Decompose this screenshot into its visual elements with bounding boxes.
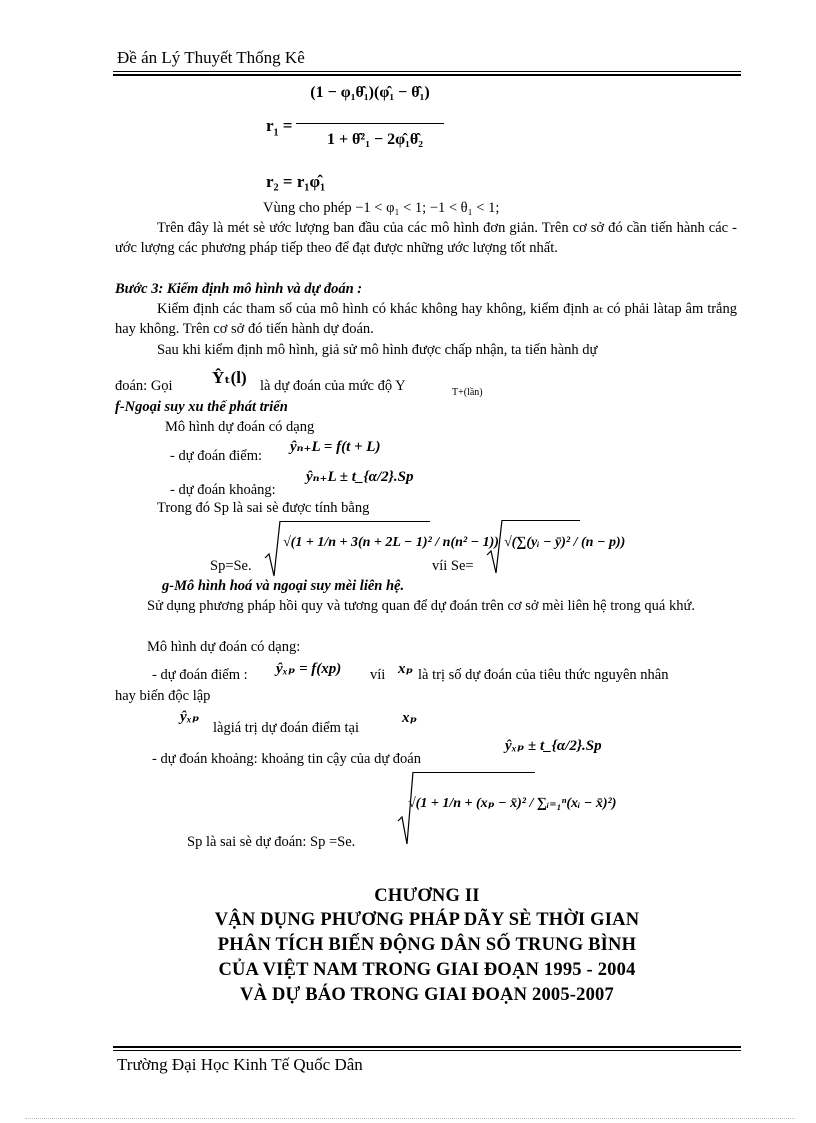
paragraph-estimates: Trên đây là mét sè ước lượng ban đầu của các mô hình đơn giản. Trên cơ sở đó cần tiến hành các ước lượng các phương pháp tiếp theo để đạt được những ước lượng tốt nhất. bbox=[115, 220, 737, 256]
paragraph-predict-label: đoán: Gọi bbox=[115, 378, 173, 394]
heading-f: f-Ngoại suy xu thế phát triển bbox=[115, 399, 288, 415]
formula-r2: r₂ = r₁φ̂₁ bbox=[266, 172, 326, 191]
page-footer: Trường Đại Học Kinh Tế Quốc Dân bbox=[117, 1055, 363, 1074]
sqrt-sign-sp bbox=[265, 520, 281, 578]
sqrt-bar-se bbox=[502, 520, 580, 521]
math-forecast-y: Ŷₜ(l) bbox=[212, 368, 247, 387]
text-g-point: - dự đoán điểm : bbox=[152, 667, 248, 683]
footer-rule-bottom bbox=[113, 1050, 741, 1051]
paragraph-predict-text: là dự đoán của mức độ Y bbox=[260, 378, 406, 394]
heading-g: g-Mô hình hoá và ngoại suy mèi liên hệ. bbox=[162, 578, 405, 594]
math-f-point: ŷₙ₊L = f(t + L) bbox=[290, 439, 381, 455]
text-g-xp-desc: là trị số dự đoán của tiêu thức nguyên nhân bbox=[418, 667, 669, 683]
math-g-yxp: ŷₓₚ bbox=[180, 709, 200, 725]
text-se-label: víi Se= bbox=[432, 558, 474, 574]
text-f-sp: Trong đó Sp là sai sè được tính bằng bbox=[157, 500, 370, 516]
text-g-sp: Sp là sai sè dự đoán: Sp =Se. bbox=[187, 834, 356, 850]
paragraph-after-test: Sau khi kiểm định mô hình, giả sử mô hình được chấp nhận, ta tiến hành dự bbox=[157, 342, 598, 358]
text-g-model: Mô hình dự đoán có dạng: bbox=[147, 639, 301, 655]
text-sp-label: Sp=Se. bbox=[210, 558, 252, 574]
chapter-title-line1: VẬN DỤNG PHƯƠNG PHÁP DÃY SÈ THỜI GIAN bbox=[214, 910, 640, 930]
paragraph-test-params: Kiểm định các tham số của mô hình có khác không hay không, kiểm định aₜ có phải làtap âm trắng hay không. Trên cơ sở đó tiến hành dự đoán. bbox=[115, 301, 737, 337]
text-g-with: víi bbox=[370, 667, 386, 683]
text-g-point-value: làgiá trị dự đoán điểm tại bbox=[213, 720, 359, 736]
math-f-interval: ŷₙ₊L ± t_{α/2}.Sp bbox=[306, 469, 414, 485]
header-rule-bottom bbox=[113, 74, 741, 76]
sqrt-sign-se bbox=[487, 519, 503, 575]
chapter-title-line4: VÀ DỰ BÁO TRONG GIAI ĐOẠN 2005-2007 bbox=[240, 985, 614, 1005]
text-g-interval: - dự đoán khoảng: khoảng tin cậy của dự đoán bbox=[152, 751, 421, 767]
chapter-number: CHƯƠNG II bbox=[374, 886, 480, 906]
heading-step3: Bước 3: Kiểm định mô hình và dự đoán : bbox=[115, 281, 363, 297]
text-g-independent: hay biến độc lập bbox=[115, 688, 211, 704]
text-f-point: - dự đoán điểm: bbox=[170, 448, 263, 464]
math-g-point: ŷₓₚ = f(xp) bbox=[276, 661, 342, 677]
formula-r1-numerator: (1 − φ₁θ̂₁)(φ̂₁ − θ̂₁) bbox=[310, 84, 430, 101]
formula-region: Vùng cho phép −1 < φ₁ < 1; −1 < θ₁ < 1; bbox=[263, 200, 500, 216]
formula-r1-denominator: 1 + θ̂²₁ − 2φ̂₁θ̂₂ bbox=[326, 131, 424, 148]
footer-rule-top bbox=[113, 1046, 741, 1048]
sqrt-bar-g bbox=[413, 772, 535, 773]
math-sp: √(1 + 1/n + 3(n + 2L − 1)² / n(n² − 1)) bbox=[283, 535, 499, 550]
math-g-interval: ŷₓₚ ± t_{α/2}.Sp bbox=[505, 738, 602, 754]
header-rule-top bbox=[113, 71, 741, 72]
page-bottom-dotted-line bbox=[25, 1118, 795, 1119]
text-f-model: Mô hình dự đoán có dạng bbox=[165, 419, 315, 435]
math-g-xp2: xₚ bbox=[402, 710, 417, 726]
math-se: √(∑(yᵢ − ȳ)² / (n − p)) bbox=[504, 535, 626, 550]
math-g-xp: xₚ bbox=[398, 661, 413, 677]
subscript-t-lan: T+(lần) bbox=[452, 387, 483, 398]
text-f-interval: - dự đoán khoảng: bbox=[170, 482, 276, 498]
chapter-title-line3: CỦA VIỆT NAM TRONG GIAI ĐOẠN 1995 - 2004 bbox=[218, 960, 636, 980]
chapter-title-line2: PHÂN TÍCH BIẾN ĐỘNG DÂN SỐ TRUNG BÌNH bbox=[217, 935, 637, 955]
sqrt-bar-sp bbox=[280, 521, 430, 522]
page-header: Đề án Lý Thuyết Thống Kê bbox=[117, 48, 305, 67]
math-g-sp: √(1 + 1/n + (xₚ − x̄)² / ∑ᵢ₌₁ⁿ(xᵢ − x̄)²) bbox=[408, 796, 617, 811]
paragraph-g-regression: Sử dụng phương pháp hồi quy và tương quan để dự đoán trên cơ sở mèi liên hệ trong quá khứ. bbox=[147, 598, 695, 614]
formula-r1-fraction-line bbox=[296, 123, 444, 124]
